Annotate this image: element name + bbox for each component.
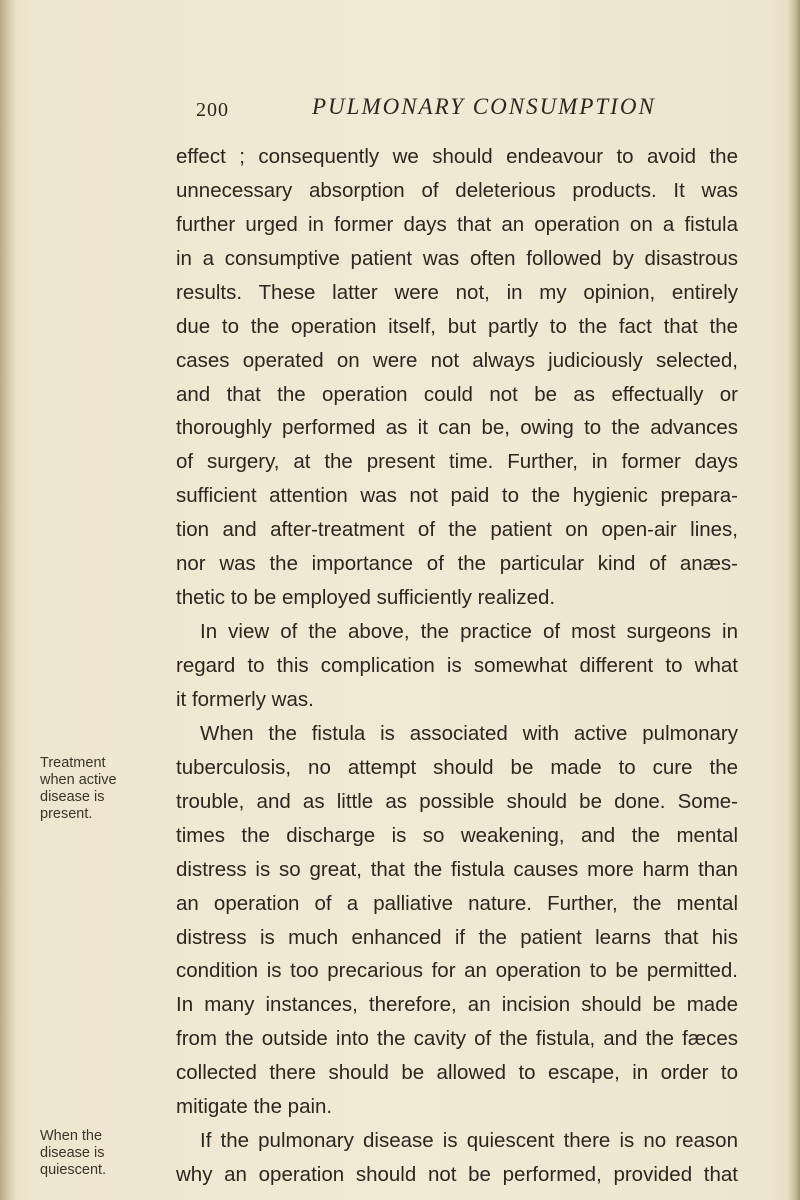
body-line: tuberculosis, no attempt should be made to cure the <box>176 755 738 779</box>
body-line: results. These latter were not, in my opinion, entirely <box>176 280 738 304</box>
body-line: in a consumptive patient was often followed by disastrous <box>176 246 738 270</box>
body-line: effect ; consequently we should endeavour to avoid the <box>176 145 738 168</box>
body-line: trouble, and as little as possible should be done. Some- <box>176 789 738 813</box>
body-line: cases operated on were not always judiciously selected, <box>176 348 738 372</box>
body-line: and that the operation could not be as effectually or <box>176 382 738 406</box>
margin-note-line: present. <box>40 805 93 822</box>
body-line: sufficient attention was not paid to the hygienic prepara- <box>176 484 738 508</box>
body-line: from the outside into the cavity of the fistula, and the fæces <box>176 1027 738 1051</box>
body-line: nor was the importance of the particular kind of anæs- <box>176 552 738 576</box>
body-line: tion and after-treatment of the patient on open-air lines, <box>176 518 738 542</box>
body-line: condition is too precarious for an operation to be permitted. <box>176 959 738 983</box>
body-line: unnecessary absorption of deleterious products. It was <box>176 178 738 202</box>
margin-note-line: disease is <box>40 788 105 805</box>
body-line: collected there should be allowed to escape, in order to <box>176 1061 738 1085</box>
body-line: further urged in former days that an operation on a fistula <box>176 212 738 236</box>
margin-note-line: When the <box>40 1128 103 1145</box>
body-line: mitigate the pain. <box>176 1095 333 1119</box>
margin-note-line: when active <box>40 771 117 788</box>
body-line: an operation of a palliative nature. Further, the mental <box>176 891 738 915</box>
body-line: due to the operation itself, but partly to the fact that the <box>176 314 738 338</box>
margin-note-line: quiescent. <box>40 1162 107 1179</box>
body-line: In view of the above, the practice of most surgeons in <box>200 620 738 644</box>
body-line: why an operation should not be performed, provided that <box>176 1163 738 1187</box>
body-line: If the pulmonary disease is quiescent there is no reason <box>200 1129 738 1153</box>
margin-note-line: disease is <box>40 1145 105 1162</box>
page-number: 200 <box>196 99 229 121</box>
body-line: regard to this complication is somewhat different to what <box>176 654 738 678</box>
body-line: thetic to be employed sufficiently realized. <box>176 586 556 610</box>
body-line: distress is so great, that the fistula causes more harm than <box>176 857 738 881</box>
body-line: times the discharge is so weakening, and the mental <box>176 823 738 847</box>
body-line: When the fistula is associated with active pulmonary <box>200 721 738 745</box>
body-line: In many instances, therefore, an incision should be made <box>176 993 738 1017</box>
body-line: it formerly was. <box>176 687 314 711</box>
body-line: thoroughly performed as it can be, owing to the advances <box>176 416 738 440</box>
body-line: of surgery, at the present time. Further, in former days <box>176 450 738 474</box>
body-line: distress is much enhanced if the patient learns that his <box>176 925 738 949</box>
running-head: PULMONARY CONSUMPTION <box>312 94 656 119</box>
margin-note-line: Treatment <box>40 754 106 771</box>
